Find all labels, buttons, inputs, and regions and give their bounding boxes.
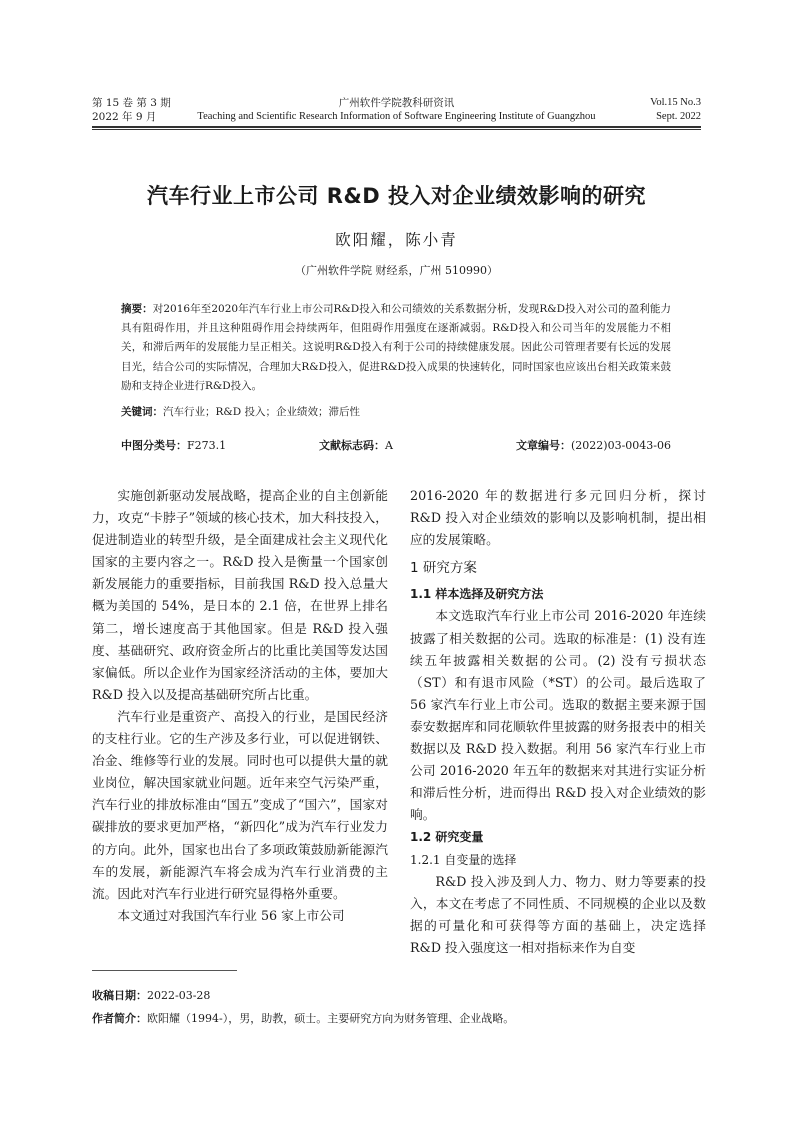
body-paragraph: 实施创新驱动发展战略，提高企业的自主创新能力，攻克“卡脖子”领域的核心技术，加大科技投入，促进制造业的转型升级，是全面建成社会主义现代化国家的主要内容之一。R&D 投入是衡量一个国家创新发展能力的重要指标，目前我国 R&D 投入总量大概为美国的 54%，是日本的 2.1 倍，在世界上排名第二，增长速度高于其他国家。但是 R&D 投入强度、基础研究、政府资金所占的比重比美国等发达国家偏低。所以企业作为国家经济活动的主体，要加大 R&D 投入以及提高基础研究所占比重。 [92, 488, 388, 702]
subsubsection-heading: 1.2.1 自变量的选择 [410, 852, 517, 867]
publication-date-en: Sept. 2022 [656, 111, 701, 122]
body-paragraph: 本文选取汽车行业上市公司 2016-2020 年连续披露了相关数据的公司。选取的标准是：(1) 没有连续五年披露相关数据的公司。(2) 没有亏损状态（ST）和有退市风险（*ST）的公司。最后选取了 56 家汽车行业上市公司。选取的数据主要来源于国泰安数据库和同花顺软件里披露的财务报表中的相关数据以及 R&D 投入数据。利用 56 家汽车行业上市公司 2016-2020 年五年的数据来对其进行实证分析和滞后性分析，进而得出 R&D 投入对企业绩效的影响。 [410, 608, 706, 823]
body-column-left [92, 485, 388, 927]
paper-authors: 欧阳耀，陈小青 [335, 231, 458, 249]
paper-title: 汽车行业上市公司 R&D 投入对企业绩效影响的研究 [146, 184, 647, 208]
section-heading: 1 研究方案 [410, 560, 477, 577]
author-bio-text: 欧阳耀（1994-），男，助教，硕士。主要研究方向为财务管理、企业战略。 [147, 1012, 515, 1025]
journal-title-en: Teaching and Scientific Research Information of Software Engineering Institute of Guangzhou [197, 111, 596, 122]
journal-title-cn: 广州软件学院教科研资讯 [338, 97, 455, 109]
footnotes [92, 984, 701, 1030]
abstract-text: 对2016年至2020年汽车行业上市公司R&D投入和公司绩效的关系数据分析，发现R&D投入对公司的盈利能力具有阻碍作用，并且这种阻碍作用会持续两年，但阻碍作用强度在逐渐减弱。R&D投入和公司当年的发展能力不相关，和滞后两年的发展能力呈正相关。这说明R&D投入有利于公司的持续健康发展。因此公司管理者要有长远的发展目光，结合公司的实际情况，合理加大R&D投入，促进R&D投入成果的快速转化，同时国家也应该出台相关政策来鼓励和支持企业进行R&D投入。 [121, 303, 671, 392]
received-date-label: 收稿日期： [92, 989, 147, 1002]
journal-title-block [92, 96, 701, 124]
article-number-value: (2022)03-0043-06 [571, 439, 671, 452]
body-column-right [410, 485, 706, 959]
running-header [92, 96, 701, 126]
document-code [319, 437, 393, 453]
journal-volume-info-en [650, 96, 701, 124]
footnote-divider [92, 970, 237, 971]
classification-line [121, 437, 671, 453]
clc-number [121, 437, 226, 453]
body-paragraph: 本文通过对我国汽车行业 56 家上市公司 [117, 907, 345, 923]
abstract-label: 摘要： [121, 303, 153, 315]
author-bio-label: 作者简介： [92, 1012, 147, 1025]
publication-date: 2022 年 9 月 [92, 111, 157, 123]
doc-code-value: A [385, 439, 393, 452]
received-date [92, 984, 701, 1007]
header-rule-thin [92, 129, 701, 130]
clc-label: 中图分类号： [121, 439, 187, 452]
subsection-heading: 1.2 研究变量 [410, 830, 484, 845]
received-date-value: 2022-03-28 [147, 989, 211, 1002]
author-affiliation: （广州软件学院 财经系，广州 510990） [295, 264, 498, 277]
subsection-heading: 1.1 样本选择及研究方法 [410, 587, 544, 602]
abstract [121, 300, 671, 396]
body-paragraph-continued: 2016-2020 年的数据进行多元回归分析，探讨 R&D 投入对企业绩效的影响以及影响机制，提出相应的发展策略。 [410, 488, 706, 548]
volume-issue: 第 15 卷 第 3 期 [92, 97, 171, 109]
body-paragraph: R&D 投入涉及到人力、物力、财力等要素的投入，本文在考虑了不同性质、不同规模的企业以及数据的可量化和可获得等方面的基础上，决定选择 R&D 投入强度这一相对指标来作为自变 [410, 873, 706, 955]
keywords-label: 关键词： [121, 406, 163, 418]
author-bio [92, 1007, 701, 1030]
body-paragraph: 汽车行业是重资产、高投入的行业，是国民经济的支柱行业。它的生产涉及多行业，可以促进钢铁、冶金、维修等行业的发展。同时也可以提供大量的就业岗位，解决国家就业问题。近年来空气污染严重，汽车行业的排放标准由“国五”变成了“国六”，国家对碳排放的要求更加严格，“新四化”成为汽车行业发力的方向。此外，国家也出台了多项政策鼓励新能源汽车的发展，新能源汽车将会成为汽车行业消费的主流。因此对汽车行业进行研究显得格外重要。 [92, 708, 388, 901]
volume-issue-en: Vol.15 No.3 [650, 97, 701, 108]
keywords-text: 汽车行业；R&D 投入；企业绩效；滞后性 [163, 406, 361, 418]
article-number [516, 437, 671, 453]
article-number-label: 文章编号： [516, 439, 571, 452]
doc-code-label: 文献标志码： [319, 439, 385, 452]
clc-value: F273.1 [187, 439, 227, 452]
header-rule-thick [92, 126, 701, 128]
keywords [121, 404, 671, 420]
